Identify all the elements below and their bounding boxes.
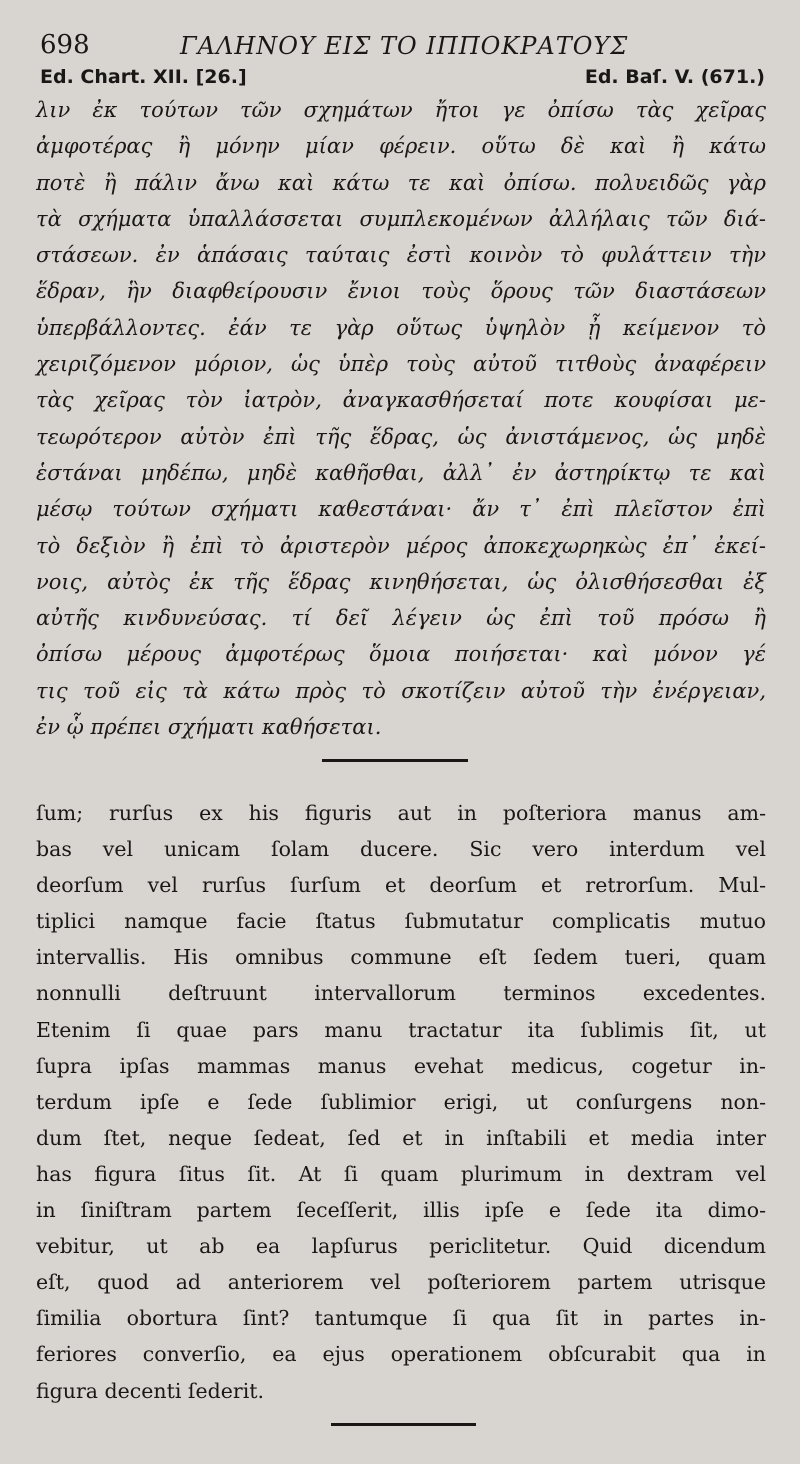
text-line: nonnulli deſtruunt intervallorum terminos excedentes. — [36, 981, 766, 1006]
text-line: στάσεων. ἐν ἁπάσαις ταύταις ἐστὶ κοινὸν τὸ φυλάττειν τὴν — [36, 243, 766, 268]
edition-reference-chartier: Ed. Chart. XII. [26.] — [40, 66, 247, 88]
text-line: vebitur, ut ab ea lapſurus periclitetur. Quid dicendum — [36, 1234, 766, 1259]
text-line: ſum; rurſus ex his figuris aut in poſteriora manus am- — [36, 801, 766, 825]
text-line: τὰ σχήματα ὑπαλλάσσεται συμπλεκομένων ἀλλήλαις τῶν διά- — [36, 206, 766, 231]
text-line: λιν ἐκ τούτων τῶν σχημάτων ἤτοι γε ὀπίσω τὰς χεῖρας — [36, 98, 766, 122]
text-line: bas vel unicam ſolam ducere. Sic vero interdum vel — [36, 837, 766, 862]
section-divider — [322, 759, 468, 762]
text-line: τις τοῦ εἰς τὰ κάτω πρὸς τὸ σκοτίζειν αὐτοῦ τὴν ἐνέργειαν, — [36, 678, 766, 703]
text-line: Etenim ſi quae pars manu tractatur ita ſublimis ſit, ut — [36, 1017, 766, 1042]
text-line: ſimilia obortura ſint? tantumque ſi qua ſit in partes in- — [36, 1306, 766, 1331]
text-line: ποτὲ ἢ πάλιν ἄνω καὶ κάτω τε καὶ ὀπίσω. πολυειδῶς γὰρ — [36, 170, 766, 195]
latin-text-block — [36, 795, 766, 1409]
text-line: ἕδραν, ἣν διαφθείρουσιν ἔνιοι τοὺς ὅρους τῶν διαστάσεων — [36, 279, 766, 304]
running-title: ΓΑΛΗΝΟΥ ΕΙΣ ΤΟ ΙΠΠΟΚΡΑΤΟΥΣ — [180, 32, 629, 60]
text-line: terdum ipſe e ſede ſublimior erigi, ut conſurgens non- — [36, 1089, 766, 1114]
text-line: ἑστάναι μηδέπω, μηδὲ καθῆσθαι, ἀλλ᾽ ἐν ἀστηρίκτῳ τε καὶ — [36, 460, 766, 485]
text-line: figura decenti ſederit. — [36, 1378, 265, 1403]
footer-divider — [331, 1423, 476, 1426]
running-header — [40, 30, 765, 62]
edition-reference-line — [40, 66, 765, 94]
text-line: ὑπερβάλλοντες. ἐάν τε γὰρ οὕτως ὑψηλὸν ᾖ κείμενον τὸ — [36, 315, 766, 340]
text-line: tiplici namque facie ſtatus ſubmutatur complicatis mutuo — [36, 909, 766, 934]
text-line: intervallis. His omnibus commune eſt ſedem tueri, quam — [36, 945, 766, 970]
text-line: feriores converſio, ea ejus operationem obſcurabit qua in — [36, 1342, 766, 1367]
text-line: μέσῳ τούτων σχήματι καθεστάναι· ἄν τ᾽ ἐπὶ πλεῖστον ἐπὶ — [36, 497, 766, 522]
text-line: ſupra ipſas mammas manus evehat medicus, cogetur in- — [36, 1053, 766, 1078]
text-line: αὐτῆς κινδυνεύσας. τί δεῖ λέγειν ὡς ἐπὶ τοῦ πρόσω ἢ — [36, 606, 766, 631]
page-number: 698 — [40, 30, 90, 60]
text-line: νοις, αὐτὸς ἐκ τῆς ἕδρας κινηθήσεται, ὡς ὀλισθήσεσθαι ἐξ — [36, 569, 766, 594]
edition-reference-basel: Ed. Baſ. V. (671.) — [584, 66, 765, 88]
text-line: in ſiniſtram partem ſeceſſerit, illis ipſe e ſede ita dimo- — [36, 1198, 766, 1223]
text-line: ἐν ᾧ πρέπει σχήματι καθήσεται. — [36, 715, 382, 740]
text-line: ἀμφοτέρας ἢ μόνην μίαν φέρειν. οὕτω δὲ καὶ ἢ κάτω — [36, 134, 766, 159]
text-line: dum ſtet, neque ſedeat, ſed et in inſtabili et media inter — [36, 1125, 766, 1150]
text-line: deorſum vel rurſus ſurſum et deorſum et retrorſum. Mul- — [36, 873, 766, 898]
text-line: τὰς χεῖρας τὸν ἰατρὸν, ἀναγκασθήσεταί ποτε κουφίσαι με- — [36, 388, 766, 413]
greek-text-block — [36, 92, 766, 745]
text-line: has figura ſitus ſit. At ſi quam plurimum in dextram vel — [36, 1161, 766, 1186]
text-line: χειριζόμενον μόριον, ὡς ὑπὲρ τοὺς αὐτοῦ τιτθοὺς ἀναφέρειν — [36, 352, 766, 377]
text-line: eſt, quod ad anteriorem vel poſteriorem partem utrisque — [36, 1270, 766, 1295]
text-line: ὀπίσω μέρους ἀμφοτέρως ὅμοια ποιήσεται· καὶ μόνον γέ — [36, 642, 766, 667]
text-line: τεωρότερον αὐτὸν ἐπὶ τῆς ἕδρας, ὡς ἀνιστάμενος, ὡς μηδὲ — [36, 424, 766, 449]
text-line: τὸ δεξιὸν ἢ ἐπὶ τὸ ἀριστερὸν μέρος ἀποκεχωρηκὼς ἐπ᾽ ἐκεί- — [36, 533, 766, 558]
